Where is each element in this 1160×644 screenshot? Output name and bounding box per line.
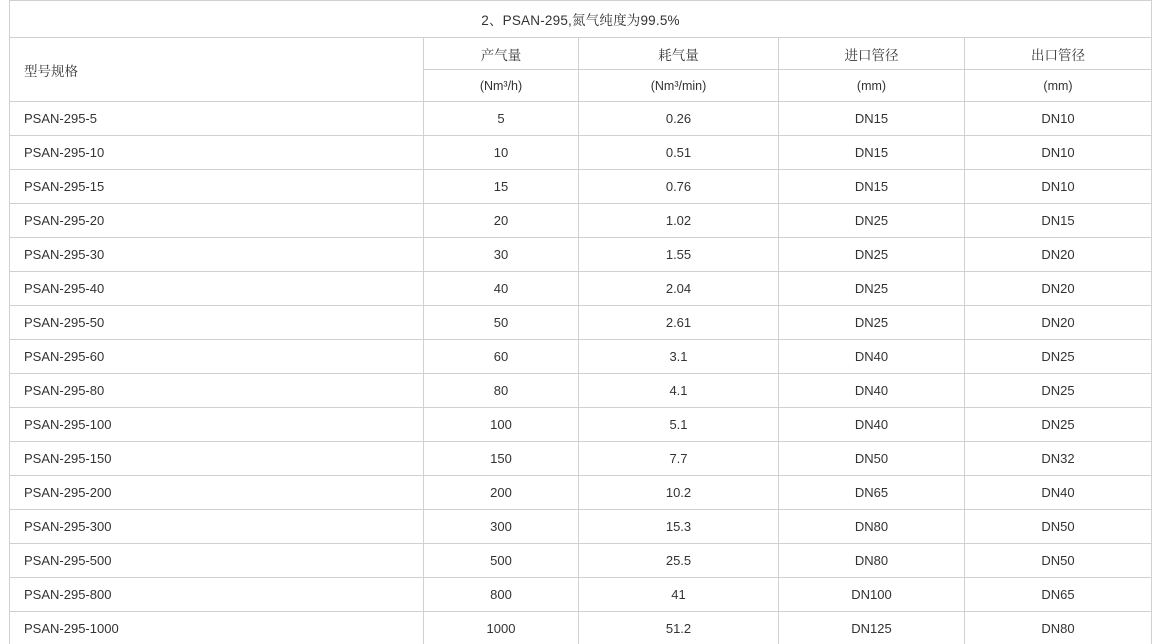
cell-model: PSAN-295-150: [10, 442, 424, 476]
cell-model: PSAN-295-10: [10, 136, 424, 170]
cell-model: PSAN-295-500: [10, 544, 424, 578]
cell-outlet: DN40: [965, 476, 1152, 510]
cell-consumption: 3.1: [579, 340, 779, 374]
cell-model: PSAN-295-80: [10, 374, 424, 408]
cell-model: PSAN-295-50: [10, 306, 424, 340]
cell-consumption: 2.04: [579, 272, 779, 306]
cell-flow: 10: [424, 136, 579, 170]
column-header-inlet: 进口管径: [779, 38, 965, 70]
cell-outlet: DN50: [965, 510, 1152, 544]
cell-consumption: 51.2: [579, 612, 779, 644]
table-row: [10, 102, 1152, 136]
cell-outlet: DN20: [965, 272, 1152, 306]
cell-model: PSAN-295-15: [10, 170, 424, 204]
cell-outlet: DN80: [965, 612, 1152, 644]
cell-flow: 80: [424, 374, 579, 408]
cell-model: PSAN-295-100: [10, 408, 424, 442]
cell-model: PSAN-295-800: [10, 578, 424, 612]
cell-model: PSAN-295-30: [10, 238, 424, 272]
column-unit-consumption: (Nm³/min): [579, 70, 779, 102]
cell-flow: 100: [424, 408, 579, 442]
cell-flow: 20: [424, 204, 579, 238]
cell-flow: 150: [424, 442, 579, 476]
cell-consumption: 0.26: [579, 102, 779, 136]
cell-inlet: DN25: [779, 306, 965, 340]
cell-model: PSAN-295-40: [10, 272, 424, 306]
table-row: [10, 374, 1152, 408]
cell-consumption: 25.5: [579, 544, 779, 578]
cell-outlet: DN25: [965, 340, 1152, 374]
cell-flow: 1000: [424, 612, 579, 644]
cell-consumption: 2.61: [579, 306, 779, 340]
cell-outlet: DN50: [965, 544, 1152, 578]
cell-outlet: DN25: [965, 408, 1152, 442]
cell-flow: 60: [424, 340, 579, 374]
table-row: [10, 204, 1152, 238]
table-row: [10, 544, 1152, 578]
cell-inlet: DN15: [779, 102, 965, 136]
table-title: 2、PSAN-295,氮气纯度为99.5%: [10, 1, 1152, 38]
table-row: [10, 408, 1152, 442]
cell-model: PSAN-295-20: [10, 204, 424, 238]
cell-outlet: DN15: [965, 204, 1152, 238]
cell-flow: 50: [424, 306, 579, 340]
cell-consumption: 5.1: [579, 408, 779, 442]
table-row: [10, 272, 1152, 306]
column-header-consumption: 耗气量: [579, 38, 779, 70]
table-row: [10, 238, 1152, 272]
cell-inlet: DN125: [779, 612, 965, 644]
cell-inlet: DN80: [779, 544, 965, 578]
cell-flow: 500: [424, 544, 579, 578]
cell-inlet: DN40: [779, 374, 965, 408]
cell-flow: 15: [424, 170, 579, 204]
cell-outlet: DN20: [965, 306, 1152, 340]
table-header-row: [10, 38, 1152, 70]
cell-outlet: DN10: [965, 136, 1152, 170]
table-row: [10, 578, 1152, 612]
table-row: [10, 442, 1152, 476]
cell-outlet: DN65: [965, 578, 1152, 612]
cell-model: PSAN-295-5: [10, 102, 424, 136]
cell-flow: 800: [424, 578, 579, 612]
column-unit-flow: (Nm³/h): [424, 70, 579, 102]
cell-consumption: 41: [579, 578, 779, 612]
column-header-model: 型号规格: [10, 38, 424, 102]
table-row: [10, 306, 1152, 340]
cell-inlet: DN50: [779, 442, 965, 476]
table-title-row: [10, 1, 1152, 38]
cell-model: PSAN-295-1000: [10, 612, 424, 644]
column-unit-outlet: (mm): [965, 70, 1152, 102]
table-row: [10, 612, 1152, 644]
cell-consumption: 15.3: [579, 510, 779, 544]
cell-inlet: DN40: [779, 408, 965, 442]
cell-inlet: DN25: [779, 272, 965, 306]
cell-model: PSAN-295-60: [10, 340, 424, 374]
cell-model: PSAN-295-200: [10, 476, 424, 510]
cell-inlet: DN15: [779, 136, 965, 170]
cell-model: PSAN-295-300: [10, 510, 424, 544]
cell-outlet: DN20: [965, 238, 1152, 272]
column-header-outlet: 出口管径: [965, 38, 1152, 70]
nitrogen-generator-spec-table: [9, 0, 1152, 644]
table-row: [10, 170, 1152, 204]
cell-consumption: 10.2: [579, 476, 779, 510]
table-row: [10, 476, 1152, 510]
cell-flow: 30: [424, 238, 579, 272]
cell-outlet: DN32: [965, 442, 1152, 476]
cell-consumption: 1.55: [579, 238, 779, 272]
cell-inlet: DN40: [779, 340, 965, 374]
cell-flow: 200: [424, 476, 579, 510]
cell-flow: 5: [424, 102, 579, 136]
cell-consumption: 0.76: [579, 170, 779, 204]
cell-inlet: DN80: [779, 510, 965, 544]
cell-inlet: DN65: [779, 476, 965, 510]
column-header-flow: 产气量: [424, 38, 579, 70]
cell-consumption: 4.1: [579, 374, 779, 408]
table-row: [10, 510, 1152, 544]
cell-outlet: DN25: [965, 374, 1152, 408]
cell-outlet: DN10: [965, 102, 1152, 136]
table-body: [10, 1, 1152, 644]
table-row: [10, 340, 1152, 374]
table-row: [10, 136, 1152, 170]
cell-consumption: 0.51: [579, 136, 779, 170]
cell-flow: 40: [424, 272, 579, 306]
cell-flow: 300: [424, 510, 579, 544]
cell-inlet: DN25: [779, 204, 965, 238]
cell-inlet: DN100: [779, 578, 965, 612]
cell-consumption: 1.02: [579, 204, 779, 238]
cell-inlet: DN25: [779, 238, 965, 272]
cell-consumption: 7.7: [579, 442, 779, 476]
cell-inlet: DN15: [779, 170, 965, 204]
cell-outlet: DN10: [965, 170, 1152, 204]
column-unit-inlet: (mm): [779, 70, 965, 102]
